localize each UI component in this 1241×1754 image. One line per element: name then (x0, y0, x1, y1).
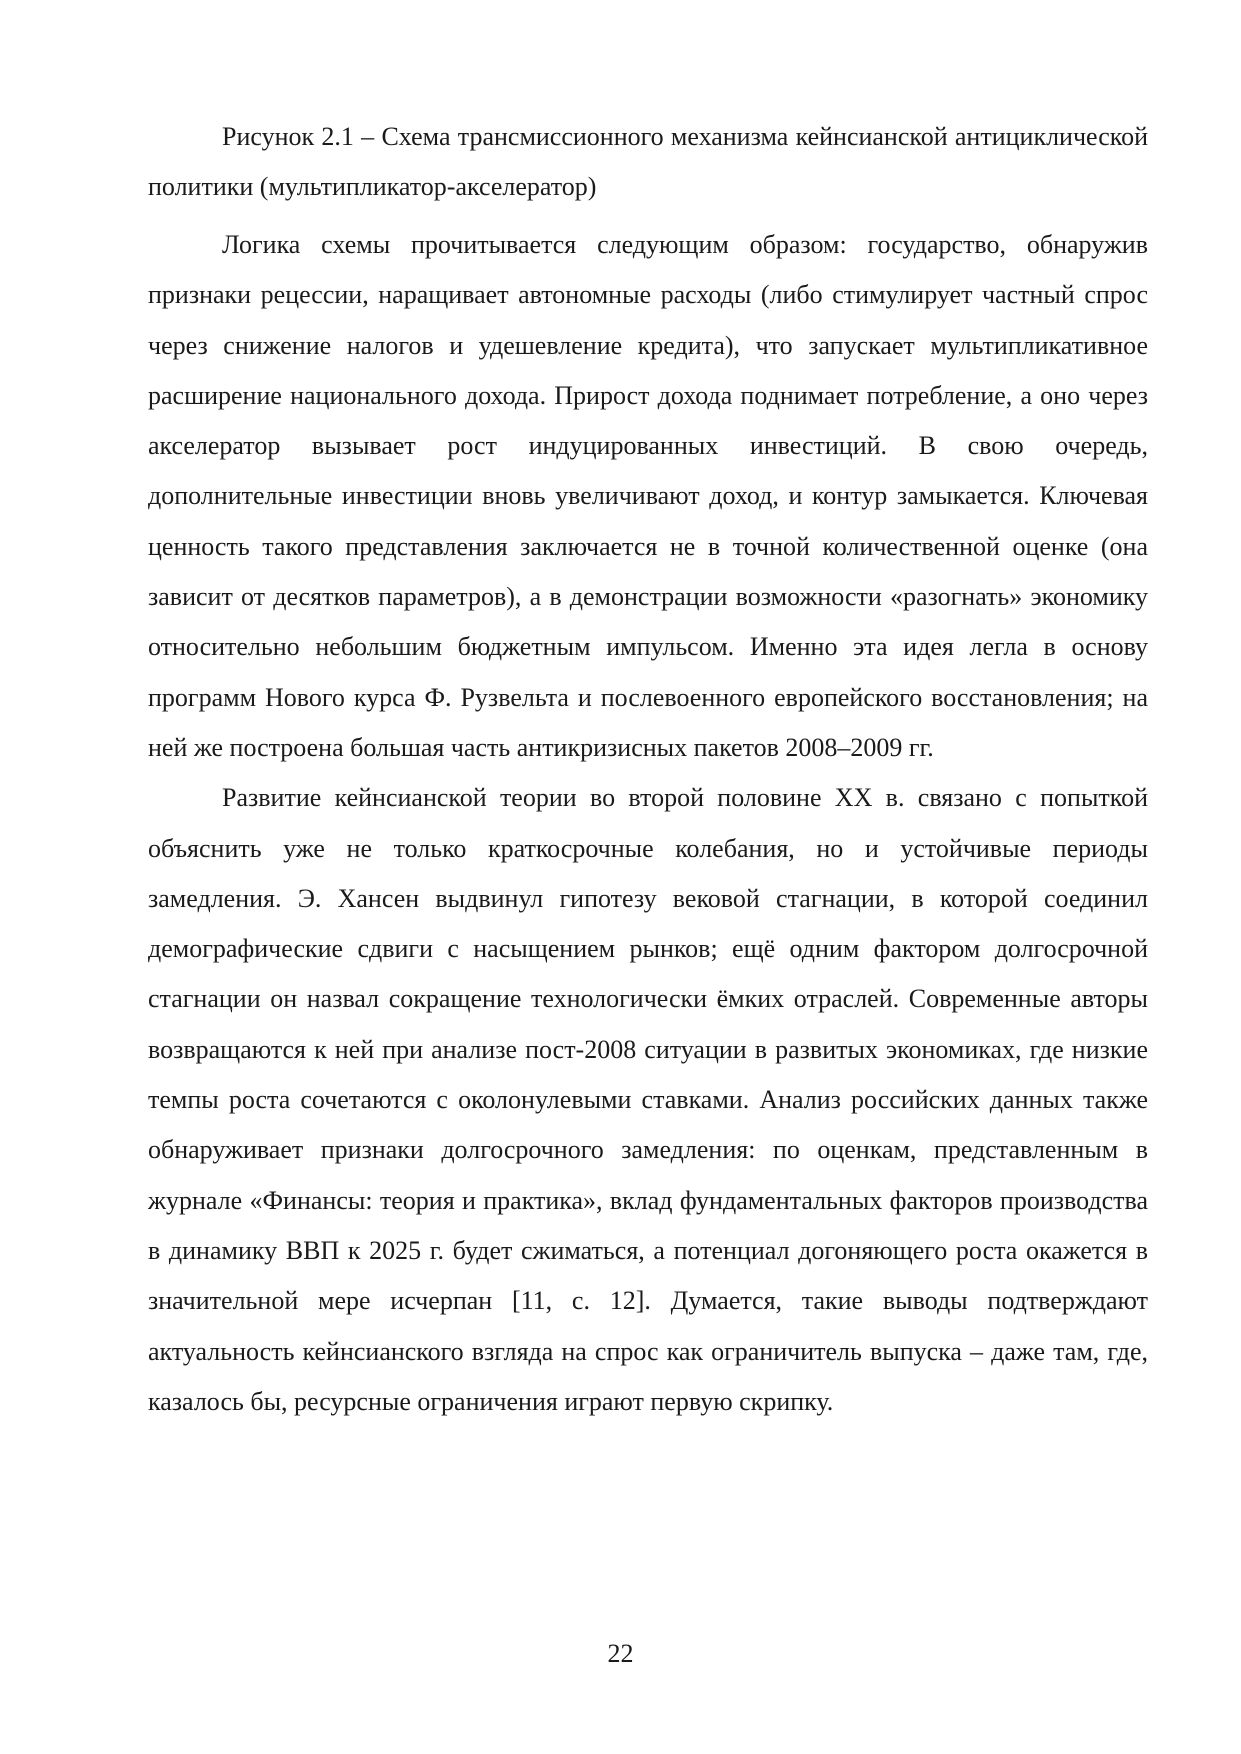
figure-caption: Рисунок 2.1 – Схема трансмиссионного механизма кейнсианской антициклической политики (мультипликатор-акселератор) (148, 122, 1148, 201)
page-body (148, 112, 1148, 1427)
body-paragraph-2: Развитие кейнсианской теории во второй половине XX в. связано с попыткой объяснить уже не только краткосрочные колебания, но и устойчивые периоды замедления. Э. Хансен выдвинул гипотезу вековой стагнации, в которой соединил демографические сдвиги с насыщением рынков; ещё одним фактором долгосрочной стагнации он назвал сокращение технологически ёмких отраслей. Современные авторы возвращаются к ней при анализе пост-2008 ситуации в развитых экономиках, где низкие темпы роста сочетаются с околонулевыми ставками. Анализ российских данных также обнаруживает признаки долгосрочного замедления: по оценкам, представленным в журнале «Финансы: теория и практика», вклад фундаментальных факторов производства в динамику ВВП к 2025 г. будет сжиматься, а потенциал догоняющего роста окажется в значительной мере исчерпан [11, с. 12]. Думается, такие выводы подтверждают актуальность кейнсианского взгляда на спрос как ограничитель выпуска – даже там, где, казалось бы, ресурсные ограничения играют первую скрипку. (148, 783, 1148, 1416)
page-number: 22 (607, 1639, 634, 1668)
body-paragraph-1: Логика схемы прочитывается следующим образом: государство, обнаружив признаки рецессии, наращивает автономные расходы (либо стимулирует частный спрос через снижение налогов и удешевление кредита), что запускает мультипликативное расширение национального дохода. Прирост дохода поднимает потребление, а оно через акселератор вызывает рост индуцированных инвестиций. В свою очередь, дополнительные инвестиции вновь увеличивают доход, и контур замыкается. Ключевая ценность такого представления заключается не в точной количественной оценке (она зависит от десятков параметров), а в демонстрации возможности «разогнать» экономику относительно небольшим бюджетным импульсом. Именно эта идея легла в основу программ Нового курса Ф. Рузвельта и послевоенного европейского восстановления; на ней же построена большая часть антикризисных пакетов 2008–2009 гг. (148, 230, 1148, 762)
